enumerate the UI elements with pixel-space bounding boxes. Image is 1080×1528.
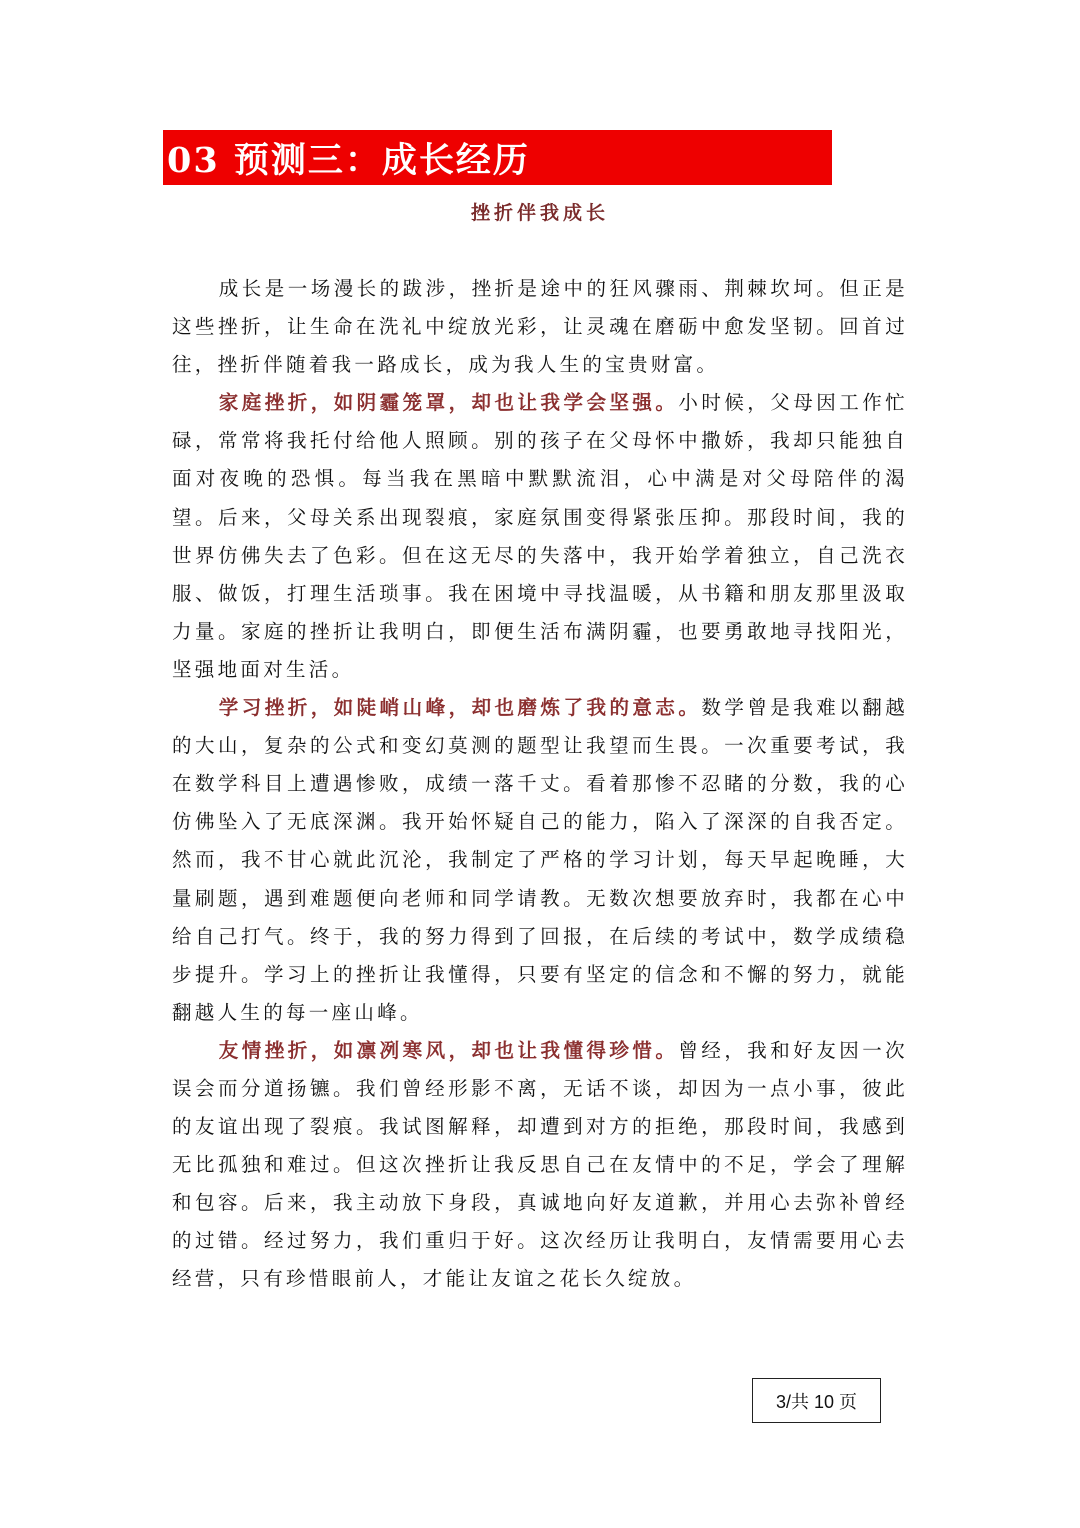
essay-title: 挫折伴我成长 — [470, 202, 609, 224]
paragraph-lead-sentence: 家庭挫折，如阴霾笼罩，却也让我学会坚强。 — [218, 391, 679, 415]
section-title: 03 预测三：成长经历 — [167, 139, 530, 181]
page-number-box — [752, 1378, 881, 1423]
essay-paragraph-family — [172, 384, 908, 689]
paragraph-text: 曾经，我和好友因一次误会而分道扬镳。我们曾经形影不离，无话不谈，却因为一点小事，彼此的友谊出现了裂痕。我试图解释，却遭到对方的拒绝，那段时间，我感到无比孤独和难过。但这次挫折让我反思自己在友情中的不足，学会了理解和包容。后来，我主动放下身段，真诚地向好友道歉，并用心去弥补曾经的过错。经过努力，我们重归于好。这次经历让我明白，友情需要用心去经营，只有珍惜眼前人，才能让友谊之花长久绽放。 — [172, 1038, 908, 1291]
paragraph-text: 数学曾是我难以翻越的大山，复杂的公式和变幻莫测的题型让我望而生畏。一次重要考试，我在数学科目上遭遇惨败，成绩一落千丈。看着那惨不忍睹的分数，我的心仿佛坠入了无底深渊。我开始怀疑自己的能力，陷入了深深的自我否定。然而，我不甘心就此沉沦，我制定了严格的学习计划，每天早起晚睡，大量刷题，遇到难题便向老师和同学请教。无数次想要放弃时，我都在心中给自己打气。终于，我的努力得到了回报，在后续的考试中，数学成绩稳步提升。学习上的挫折让我懂得，只要有坚定的信念和不懈的努力，就能翻越人生的每一座山峰。 — [172, 696, 908, 1024]
paragraph-lead-sentence: 友情挫折，如凛冽寒风，却也让我懂得珍惜。 — [218, 1038, 679, 1062]
essay-paragraph-friendship — [172, 1032, 908, 1299]
essay-intro-paragraph: 成长是一场漫长的跋涉，挫折是途中的狂风骤雨、荆棘坎坷。但正是这些挫折，让生命在洗礼中绽放光彩，让灵魂在磨砺中愈发坚韧。回首过往，挫折伴随着我一路成长，成为我人生的宝贵财富。 — [172, 277, 908, 377]
section-header-bar — [163, 130, 832, 185]
page-number-label: 3/共 10 页 — [775, 1391, 858, 1412]
essay-paragraph-study — [172, 689, 908, 1032]
paragraph-lead-sentence: 学习挫折，如陡峭山峰，却也磨炼了我的意志。 — [218, 696, 702, 720]
essay-body — [172, 270, 908, 1299]
paragraph-text: 小时候，父母因工作忙碌，常常将我托付给他人照顾。别的孩子在父母怀中撒娇，我却只能独自面对夜晚的恐惧。每当我在黑暗中默默流泪，心中满是对父母陪伴的渴望。后来，父母关系出现裂痕，家庭氛围变得紧张压抑。那段时间，我的世界仿佛失去了色彩。但在这无尽的失落中，我开始学着独立，自己洗衣服、做饭，打理生活琐事。我在困境中寻找温暖，从书籍和朋友那里汲取力量。家庭的挫折让我明白，即便生活布满阴霾，也要勇敢地寻找阳光，坚强地面对生活。 — [172, 391, 908, 681]
